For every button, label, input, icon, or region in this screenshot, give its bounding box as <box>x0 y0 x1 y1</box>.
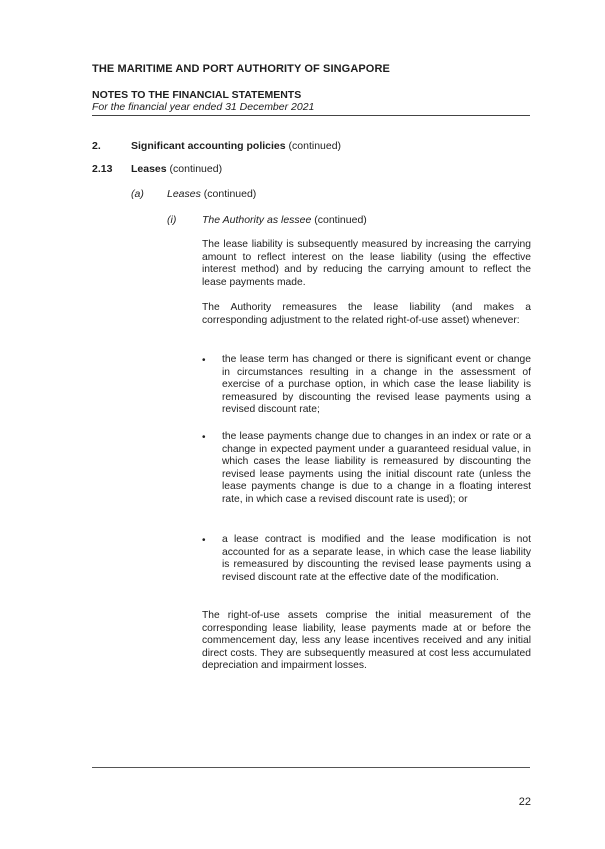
subsection-heading <box>131 163 222 176</box>
bullet-marker: • <box>202 535 206 546</box>
subsection-continued: (continued) <box>166 163 223 175</box>
section-heading <box>131 140 341 153</box>
item-i-heading <box>202 214 367 227</box>
section-title: Significant accounting policies <box>131 140 286 152</box>
bullet-lease-modification: a lease contract is modified and the lease modification is not accounted for as a separate lease, in which case the lease liability is remeasured by discounting the revised lease payments using a revised discount rate at the effective date of the modification. <box>222 534 531 583</box>
notes-title: NOTES TO THE FINANCIAL STATEMENTS <box>92 89 302 101</box>
item-i-marker: (i) <box>167 214 177 226</box>
item-a-continued: (continued) <box>200 188 257 200</box>
section-number: 2. <box>92 140 101 152</box>
bullet-marker: • <box>202 432 206 443</box>
item-i-continued: (continued) <box>311 214 367 226</box>
item-a-title: Leases <box>167 188 201 200</box>
item-i-title: The Authority as lessee <box>202 214 312 226</box>
footer-divider <box>92 767 530 768</box>
bullet-lease-term-change: the lease term has changed or there is significant event or change in circumstances resulting in a change in the assessment of exercise of a purchase option, in which case the lease liability is remeasured by discounting the revised lease payments using a revised discount rate; <box>222 354 531 416</box>
organization-name: THE MARITIME AND PORT AUTHORITY OF SINGAPORE <box>92 63 390 75</box>
item-a-marker: (a) <box>131 188 144 200</box>
paragraph-right-of-use-assets: The right-of-use assets comprise the initial measurement of the corresponding lease liability, lease payments made at or before the commencement day, less any lease incentives received and any initial direct costs. They are subsequently measured at cost less accumulated depreciation and impairment losses. <box>202 610 531 672</box>
item-a-heading <box>167 188 256 201</box>
paragraph-lease-liability-measurement: The lease liability is subsequently measured by increasing the carrying amount to reflect interest on the lease liability (using the effective interest method) and by reducing the carrying amount to reflect the lease payments made. <box>202 239 531 288</box>
bullet-marker: • <box>202 355 206 366</box>
subsection-number: 2.13 <box>92 163 113 175</box>
header-divider <box>92 115 530 116</box>
paragraph-remeasurement-intro: The Authority remeasures the lease liability (and makes a corresponding adjustment to the related right-of-use asset) whenever: <box>202 302 531 326</box>
reporting-period: For the financial year ended 31 December 2021 <box>92 101 315 113</box>
section-continued: (continued) <box>285 140 342 152</box>
subsection-title: Leases <box>131 163 167 175</box>
page-number: 22 <box>518 796 531 808</box>
bullet-lease-payment-change: the lease payments change due to changes in an index or rate or a change in expected payment under a guaranteed residual value, in which cases the lease liability is remeasured by discounting the revised lease payments using the initial discount rate (unless the lease payments change is due to a change in a floating interest rate, in which case a revised discount rate is used); or <box>222 431 531 505</box>
